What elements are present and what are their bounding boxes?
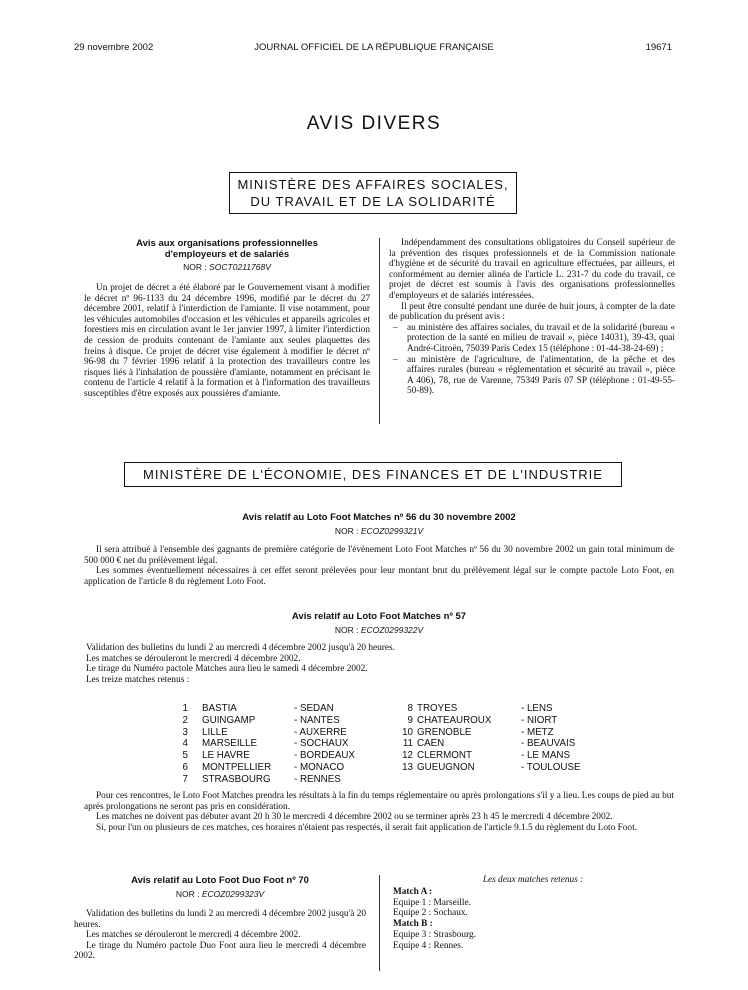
home-team: CHATEAUROUX	[417, 714, 492, 726]
home-team: MONTPELLIER	[202, 761, 272, 773]
home-team: MARSEILLE	[202, 738, 257, 750]
list-item: – au ministère de l'agriculture, de l'alimentation, de la pêche et des affaires rurales (bureau « réglementation et sécurité au travail », pièce A 406), 78, rue de Varenne, 75349 Paris 07 SP (téléphone : 01-49-55-50-89).	[393, 354, 675, 397]
list-item: – au ministère des affaires sociales, du travail et de la solidarité (bureau « protection de la santé en milieu de travail », pièce 14031), 39-43, quai André-Citroën, 75039 Paris Cedex 15 (téléphone : 01-44-38-24-69) ;	[393, 322, 675, 354]
match-row	[393, 703, 611, 715]
away-team: - RENNES	[294, 773, 341, 785]
avis-duo-foot-70	[74, 875, 366, 962]
match-number: 3	[182, 726, 188, 738]
matches-retained-heading: Les deux matches retenus :	[482, 875, 584, 885]
home-team: GUEUGNON	[417, 761, 475, 773]
matches-intro-line: Les treize matches retenus :	[86, 674, 190, 685]
away-team: - LE MANS	[521, 750, 570, 762]
page-number: 19671	[645, 42, 672, 53]
nor-label: NOR :	[334, 526, 359, 536]
matches-table-right	[393, 703, 611, 774]
match-number: 4	[182, 738, 188, 750]
match-row	[393, 762, 611, 774]
nor-reference	[74, 889, 366, 899]
avis-paragraph: Il sera attribué à l'ensemble des gagnants de première catégorie de l'événement Loto Foot Matches nº 56 du 30 novembre 2002 un gain total minimum de 500 000 € net du prélèvement légal.	[84, 545, 674, 566]
away-team: - METZ	[521, 726, 554, 738]
avis-paragraph-3: Il peut être consulté pendant une durée de huit jours, à compter de la date de publication du présent avis :	[389, 301, 675, 323]
avis-paragraph-2: Indépendamment des consultations obligatoires du Conseil supérieur de la prévention des risques professionnels et de la Commission nationale d'hygiène et de sécurité du travail en agriculture effectuées, par ailleurs, et conformément au dernier alinéa de l'article L. 231-7 du code du travail, ce projet de décret est soumis à l'avis des organisations professionnelles d'employeurs et de salariés intéressées.	[389, 238, 675, 301]
avis-paragraph: Le tirage du Numéro pactole Duo Foot aura lieu le mercredi 4 décembre 2002.	[74, 940, 366, 962]
match-row	[393, 738, 611, 750]
home-team: BASTIA	[202, 703, 237, 714]
away-team: - NANTES	[294, 714, 340, 726]
ministry-line-2: DU TRAVAIL ET DE LA SOLIDARITÉ	[250, 194, 496, 209]
home-team: LILLE	[202, 726, 228, 738]
consultation-list	[389, 323, 675, 397]
column-divider	[379, 238, 380, 424]
matches-date-line: Les matches se dérouleront le mercredi 4 décembre 2002.	[86, 653, 301, 664]
match-b-label: Match B :	[393, 919, 433, 930]
away-team: - SOCHAUX	[294, 738, 349, 750]
match-a-label: Match A :	[393, 886, 433, 897]
nor-label: NOR :	[183, 262, 207, 272]
match-number: 9	[407, 714, 413, 726]
away-team: - LENS	[521, 703, 553, 714]
duo-foot-matches	[393, 875, 673, 952]
home-team: LE HAVRE	[202, 750, 250, 762]
match-row	[168, 727, 384, 739]
match-number: 2	[182, 714, 188, 726]
nor-label: NOR :	[175, 889, 200, 899]
away-team: - AUXERRE	[294, 726, 347, 738]
match-number: 1	[182, 703, 188, 714]
ministry-line-1: MINISTÈRE DES AFFAIRES SOCIALES,	[237, 177, 509, 192]
home-team: GRENOBLE	[417, 726, 472, 738]
page-date: 29 novembre 2002	[74, 42, 154, 53]
avis-paragraph: Si, pour l'un ou plusieurs de ces matches, ces horaires n'étaient pas respectés, il serait fait application de l'article 9.1.5 du règlement du Loto Foot.	[96, 822, 637, 833]
nor-code: SOCT0211768V	[209, 262, 271, 272]
match-number: 8	[407, 703, 413, 714]
avis-loto-foot-56	[84, 512, 674, 587]
column-divider	[379, 875, 380, 971]
match-number: 5	[182, 750, 188, 762]
list-item-text: au ministère des affaires sociales, du travail et de la solidarité (bureau « protection de la santé en milieu de travail », pièce 14031), 39-43, quai André-Citroën, 75039 Paris Cedex 15 (téléphone : 01-44-38-24-69) ;	[407, 322, 675, 354]
tirage-line: Le tirage du Numéro pactole Matches aura lieu le samedi 4 décembre 2002.	[86, 664, 368, 675]
team-1: Equipe 1 : Marseille.	[393, 897, 471, 908]
match-row	[168, 774, 384, 786]
nor-reference	[84, 262, 370, 272]
avis-title: Avis relatif au Loto Foot Duo Foot nº 70	[131, 875, 309, 886]
match-number: 11	[402, 738, 413, 750]
avis-organisations-left-column	[84, 238, 370, 400]
match-row	[393, 727, 611, 739]
avis-paragraph: Les matches ne doivent pas débuter avant 20 h 30 le mercredi 4 décembre 2002 ou se terminer après 23 h 45 le mercredi 4 décembre 2002.	[96, 812, 613, 823]
match-row	[393, 750, 611, 762]
avis-title-line-2: d'employeurs et de salariés	[164, 249, 290, 260]
match-row	[393, 715, 611, 727]
matches-table-left	[168, 703, 384, 786]
avis-title: Avis relatif au Loto Foot Matches nº 56 du 30 novembre 2002	[242, 512, 516, 523]
match-number: 12	[402, 750, 413, 762]
match-row	[168, 738, 384, 750]
match-number: 7	[182, 773, 188, 785]
team-2: Equipe 2 : Sochaux.	[393, 908, 468, 919]
avis-paragraph: Validation des bulletins du lundi 2 au mercredi 4 décembre 2002 jusqu'à 20 heures.	[74, 909, 367, 930]
match-row	[168, 750, 384, 762]
away-team: - TOULOUSE	[521, 761, 581, 773]
validation-line: Validation des bulletins du lundi 2 au mercredi 4 décembre 2002 jusqu'à 20 heures.	[86, 643, 395, 653]
avis-paragraph: Les sommes éventuellement nécessaires à cet effet seront prélevées pour leur montant brut du prélèvement légal sur le compte pactole Loto Foot, en application de l'article 8 du règlement Loto Foot.	[84, 566, 674, 587]
journal-title: JOURNAL OFFICIEL DE LA RÉPUBLIQUE FRANÇAISE	[254, 42, 494, 53]
home-team: TROYES	[417, 703, 458, 714]
avis-paragraph: Un projet de décret a été élaboré par le Gouvernement visant à modifier le décret nº 96-1133 du 24 décembre 1996, modifié par le décret du 27 décembre 2001, relatif à l'interdiction de l'amiante. Il vise notamment, pour les véhicules automobiles d'occasion et les véhicules et appareils agricoles et forestiers mis en circulation avant le 1er janvier 1997, à limiter l'interdiction de cession de produits contenant de l'amiante aux seules plaquettes des freins à disque. Ce projet de décret vise également à modifier le décret nº 96-98 du 7 février 1996 relatif à la protection des travailleurs contre les risques liés à l'inhalation de poussière d'amiante, notamment en précisant le contenu de l'article 4 relatif à la formation et à l'information des travailleurs susceptibles d'être exposés aux poussières d'amiante.	[84, 283, 370, 399]
nor-code: ECOZ0299323V	[201, 889, 265, 899]
away-team: - NIORT	[521, 714, 558, 726]
match-row	[168, 762, 384, 774]
match-number: 6	[182, 761, 188, 773]
avis-loto-foot-57-rules	[84, 791, 674, 833]
avis-paragraph: Pour ces rencontres, le Loto Foot Matches prendra les résultats à la fin du temps réglementaire ou après prolongations s'il y a lieu. Les coups de pied au but après prolongations ne seront pas pris en considération.	[84, 791, 674, 812]
nor-reference	[84, 625, 674, 635]
nor-code: ECOZ0299321V	[360, 526, 424, 536]
ministry-box-social-affairs	[229, 172, 517, 214]
away-team: - BEAUVAIS	[521, 738, 576, 750]
avis-paragraph: Les matches se dérouleront le mercredi 4 décembre 2002.	[86, 930, 301, 941]
nor-label: NOR :	[334, 625, 359, 635]
match-row	[168, 715, 384, 727]
away-team: - SEDAN	[294, 703, 334, 714]
away-team: - BORDEAUX	[294, 750, 355, 762]
team-4: Equipe 4 : Rennes.	[393, 940, 464, 951]
nor-code: ECOZ0299322V	[360, 625, 424, 635]
team-3: Equipe 3 : Strasbourg.	[393, 929, 476, 940]
list-item-text: au ministère de l'agriculture, de l'alimentation, de la pêche et des affaires rurales (bureau « réglementation et sécurité au travail », pièce A 406), 78, rue de Varenne, 75349 Paris 07 SP (téléphone : 01-49-55-50-89).	[407, 354, 675, 397]
avis-organisations-right-column	[389, 238, 675, 397]
home-team: CLERMONT	[417, 750, 472, 762]
home-team: STRASBOURG	[202, 773, 271, 785]
match-number: 10	[402, 726, 413, 738]
away-team: - MONACO	[294, 761, 345, 773]
match-number: 13	[402, 761, 413, 773]
avis-title-line-1: Avis aux organisations professionnelles	[136, 238, 318, 249]
avis-title: Avis relatif au Loto Foot Matches nº 57	[291, 611, 467, 622]
home-team: GUINGAMP	[202, 714, 256, 726]
match-row	[168, 703, 384, 715]
avis-loto-foot-57	[84, 611, 674, 685]
ministry-box-economy: MINISTÈRE DE L'ÉCONOMIE, DES FINANCES ET DE L'INDUSTRIE	[124, 462, 622, 487]
nor-reference	[84, 526, 674, 536]
home-team: CAEN	[417, 738, 445, 750]
section-title: AVIS DIVERS	[306, 113, 442, 134]
